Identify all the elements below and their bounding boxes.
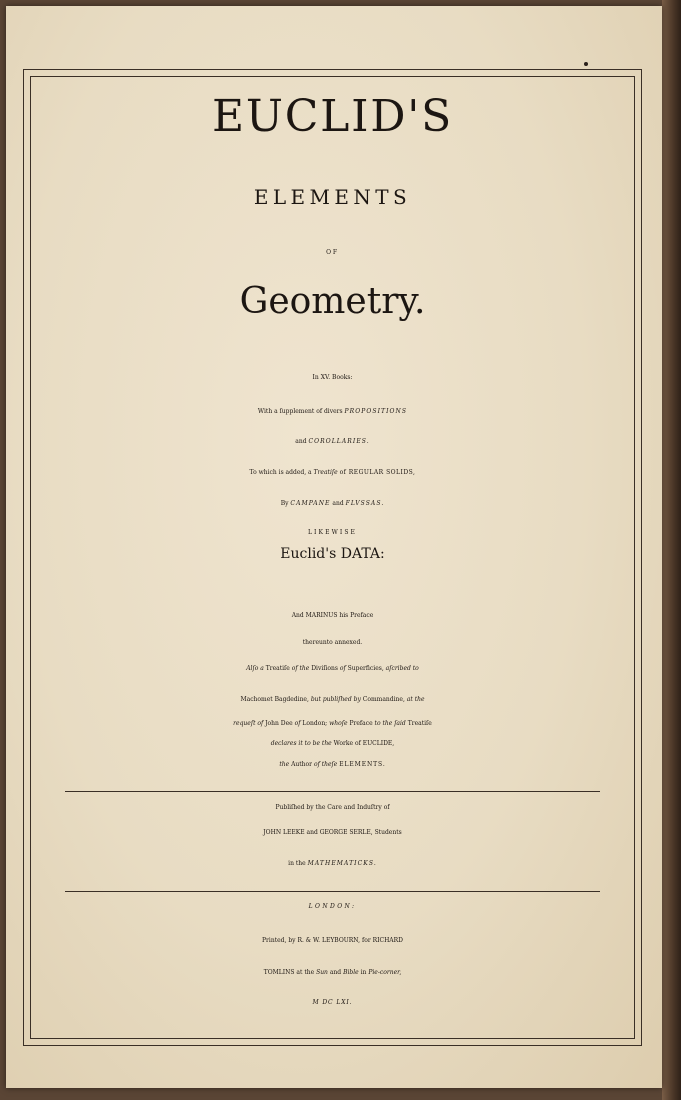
imprint-tomlins: TOMLINS at the Sun and Bible in Pie-corner,: [263, 969, 402, 976]
published-by-line: Publiſhed by the Care and Induſtry of: [275, 804, 390, 811]
divider-2: [65, 891, 600, 892]
page-border-outer: [23, 69, 642, 1046]
imprint-year: M DC LXI.: [312, 999, 353, 1006]
ink-speck: [584, 62, 588, 66]
annexed-line: thereunto annexed.: [302, 639, 363, 646]
mathematicks-line: in the MATHEMATICKS.: [288, 860, 377, 867]
title-euclids: EUCLID'S: [211, 91, 454, 142]
treatise-line: To which is added, a Treatiſe of REGULAR SOLIDS,: [249, 469, 416, 476]
title-geometry: Geometry.: [239, 281, 426, 322]
author-line: the Author of theſe ELEMENTS.: [279, 761, 386, 768]
book-spine: [662, 0, 681, 1100]
imprint-printers: Printed, by R. & W. LEYBOURN, for RICHARD: [262, 937, 403, 944]
divider-1: [65, 791, 600, 792]
dee-line: requeſt of John Dee of London; whoſe Preface to the ſaid Treatiſe: [233, 720, 432, 727]
divisions-line: Alſo a Treatiſe of the Diviſions of Superficies, aſcribed to: [246, 665, 419, 672]
declares-line: declares it to be the Worke of EUCLIDE,: [270, 740, 395, 747]
editors-line: JOHN LEEKE and GEORGE SERLE, Students: [263, 829, 402, 836]
marinus-line: And MARINUS his Preface: [291, 612, 374, 619]
books-line: In XV. Books:: [312, 374, 353, 381]
data-title: Euclid's DATA:: [280, 546, 385, 562]
machomet-line: Machomet Bagdedine, but publiſhed by Commandine, at the: [240, 696, 425, 703]
title-of: OF: [326, 249, 339, 256]
title-page: [6, 6, 662, 1088]
authors-line: By CAMPANE and FLVSSAS.: [280, 500, 385, 507]
imprint-london: LONDON:: [308, 903, 357, 910]
supplement-line: With a ſupplement of divers PROPOSITIONS: [257, 408, 408, 415]
page-border-inner: [30, 76, 635, 1039]
supplement-line-2: and COROLLARIES.: [295, 438, 370, 445]
likewise: LIKEWISE: [307, 529, 358, 536]
title-elements: ELEMENTS: [253, 185, 412, 209]
